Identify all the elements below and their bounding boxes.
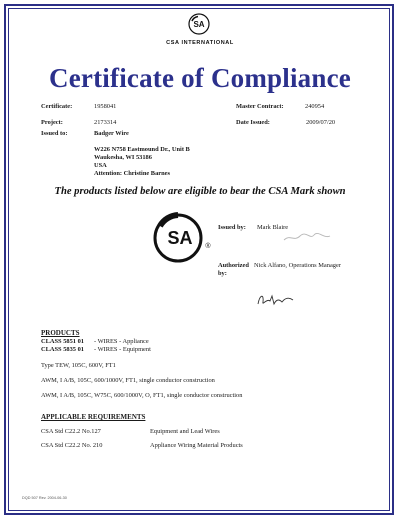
csa-logo-icon (188, 13, 210, 35)
issued-to-name: Badger Wire (94, 130, 129, 137)
address-line-1: W226 N758 Eastmound Dr., Unit B (94, 146, 190, 153)
requirement-2-std: CSA Std C22.2 No. 210 (41, 442, 103, 449)
address-line-3: USA (94, 162, 107, 169)
requirements-heading: APPLICABLE REQUIREMENTS (41, 413, 146, 421)
product-line-1: Type TEW, 105C, 600V, FT1 (41, 362, 116, 369)
svg-text:SA: SA (193, 20, 205, 29)
certificate-title: Certificate of Compliance (49, 63, 351, 93)
product-line-2: AWM, I A/B, 105C, 600/1000V, FT1, single conductor construction (41, 377, 215, 384)
product-line-3: AWM, I A/B, 105C, W75C, 600/1000V, O, FT1, single conductor construction (41, 392, 243, 399)
eligibility-statement: The products listed below are eligible to bear the CSA Mark shown (54, 186, 346, 197)
issued-by-label: Issued by: (218, 224, 246, 231)
certificate-label: Certificate: (41, 103, 73, 110)
form-footer: DQD 507 Rev. 2004-06-30 (22, 496, 67, 500)
products-heading: PRODUCTS (41, 329, 80, 337)
date-issued-label: Date Issued: (236, 119, 270, 126)
issued-to-label: Issued to: (41, 130, 68, 137)
project-label: Project: (41, 119, 63, 126)
authorized-by-label: by: (218, 270, 227, 277)
product-class-1-code: CLASS 5851 01 (41, 338, 84, 345)
product-class-2-desc: - WIRES - Equipment (94, 346, 151, 353)
certificate-value: 1958041 (94, 103, 117, 110)
csa-mark-icon (150, 208, 214, 268)
attention-line: Attention: Christine Barnes (94, 170, 170, 177)
date-issued-value: 2009/07/20 (306, 119, 336, 126)
product-class-1-desc: - WIRES - Appliance (94, 338, 149, 345)
product-class-2-code: CLASS 5835 01 (41, 346, 84, 353)
issued-by-value: Mark Blaire (257, 224, 289, 231)
authorized-value: Nick Alfano, Operations Manager (254, 262, 341, 269)
requirement-1-std: CSA Std C22.2 No.127 (41, 428, 101, 435)
project-value: 2173314 (94, 119, 117, 126)
svg-text:SA: SA (167, 228, 193, 248)
svg-text:®: ® (205, 243, 211, 250)
authorized-label: Authorized (218, 262, 249, 269)
address-line-2: Waukesha, WI 53186 (94, 154, 152, 161)
issuer-signature-image (282, 230, 332, 244)
master-contract-label: Master Contract: (236, 103, 284, 110)
authorizer-signature-image (255, 292, 297, 308)
requirement-2-desc: Appliance Wiring Material Products (150, 442, 243, 449)
requirement-1-desc: Equipment and Lead Wires (150, 428, 220, 435)
master-contract-value: 240954 (305, 103, 325, 110)
org-name: CSA INTERNATIONAL (166, 40, 234, 46)
